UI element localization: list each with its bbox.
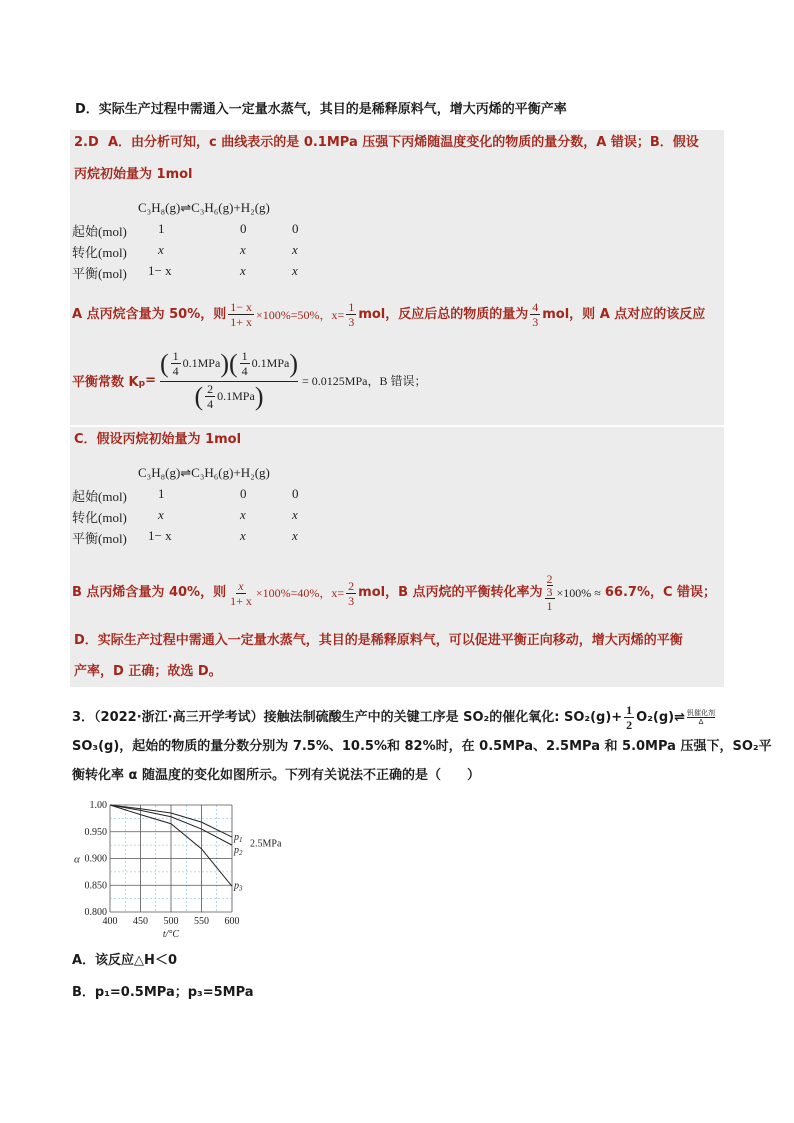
kp-denominator: ( $\frac{2}{4}$ 0.1MPa ) [194, 381, 264, 411]
a-point-mid: ×100%=50%，x= [256, 307, 345, 322]
cell: 0 [240, 221, 247, 236]
cell: 1 [158, 221, 165, 236]
kp-num-b: 0.1MPa [251, 356, 290, 370]
frac-num: 1 [172, 349, 179, 363]
a-point-text: A 点丙烷含量为 50%，则 [72, 306, 227, 322]
x-tick-label: 450 [133, 916, 148, 927]
answer-line-1: A．由分析可知，c 曲线表示的是 0.1MPa 压强下丙烯随温度变化的物质的量分数，A 错误；B．假设 [108, 135, 699, 150]
b-point-text: B 点丙烯含量为 40%，则 [72, 585, 227, 600]
x-axis-label: t/°C [162, 929, 180, 940]
chart-tick-labels [74, 800, 282, 940]
b-point-line [72, 573, 716, 613]
fraction [228, 300, 254, 329]
cell: x [158, 242, 164, 257]
cell: x [240, 263, 246, 278]
big-fraction [545, 573, 555, 613]
frac-den: 1+ x [230, 315, 253, 329]
kp-label: 平衡常数 K [72, 374, 139, 390]
frac-num: 1 [348, 300, 355, 314]
x-tick-label: 400 [102, 916, 118, 927]
cell: x [292, 528, 298, 543]
b-point-mid2: mol，B 点丙烷的平衡转化率为 [358, 585, 543, 600]
answer-number: 2.D [74, 135, 99, 150]
d-line-2: 产率，D 正确；故选 D。 [74, 664, 222, 679]
cell: x [240, 507, 246, 522]
cell: 0 [240, 486, 247, 501]
frac-den: 3 [546, 585, 553, 599]
frac-den: 1+ x [230, 593, 252, 608]
fraction [346, 579, 356, 608]
kp-numerator: ( $\frac{1}{4}$ 0.1MPa ) ( $\frac{1}{4}$ 0.1MPa ) [160, 349, 298, 382]
kp-eq: = [145, 372, 156, 388]
cell: 0 [292, 221, 299, 236]
option-a: A．该反应△H＜0 [72, 953, 177, 968]
kp-formula [72, 342, 426, 418]
cell: 1− x [148, 528, 172, 543]
q3-line-3: 衡转化率 α 随温度的变化如图所示。下列有关说法不正确的是（ ） [72, 768, 480, 783]
q3-line-2: SO₃(g)，起始的物质的量分数分别为 7.5%、10.5%和 82%时，在 0.5MPa、2.5MPa 和 5.0MPa 压强下，SO₂平 [72, 739, 772, 754]
x-tick-label: 600 [224, 916, 240, 927]
frac-num: 1− x [230, 300, 253, 314]
cell: x [292, 263, 298, 278]
q2-option-d: D．实际生产过程中需通入一定量水蒸气，其目的是稀释原料气，增大丙烯的平衡产率 [75, 102, 567, 117]
ice-table-2 [72, 465, 332, 549]
catalyst-arrow [687, 709, 715, 726]
a-point-line [72, 300, 705, 329]
frac-den: 4 [241, 364, 248, 378]
frac-num: 1 [626, 703, 633, 717]
frac-den: 3 [532, 315, 539, 329]
chart-grid [110, 805, 232, 912]
frac-den: 4 [172, 364, 179, 378]
c-line: C．假设丙烷初始量为 1mol [74, 432, 242, 447]
frac-den: 3 [348, 315, 355, 329]
cell: x [240, 528, 246, 543]
row-label: 转化(mol) [72, 510, 127, 525]
q3-text: 3．（2022·浙江·高三开学考试）接触法制硫酸生产中的关键工序是 SO₂的催化氧化: SO₂(g)+ [72, 709, 623, 725]
y-tick-label: 0.800 [84, 907, 107, 918]
heat-label: Δ [698, 718, 704, 726]
fraction [530, 300, 540, 329]
cell: x [292, 242, 298, 257]
row-label: 起始(mol) [72, 224, 127, 239]
frac-num: 1 [241, 349, 248, 363]
ice-table-1 [72, 200, 332, 284]
cell: x [158, 507, 164, 522]
kp-big-fraction [160, 349, 298, 412]
kp-result: = 0.0125MPa，B 错误； [302, 373, 427, 388]
catalyst-label: 钒催化剂 [686, 709, 715, 717]
row-label: 转化(mol) [72, 245, 127, 260]
answer-line-2: 丙烷初始量为 1mol [74, 167, 193, 182]
a-point-post: mol，则 A 点对应的该反应 [542, 306, 706, 322]
series-label: $p_1$ [234, 832, 243, 845]
pressure-annotation: 2.5MPa [250, 838, 282, 850]
q3-line-1 [72, 703, 715, 732]
b-point-post2: 66.7%，C 错误； [604, 585, 717, 600]
q3-text-post: O₂(g)⇌ [636, 709, 685, 725]
kp-den-val: 0.1MPa [217, 389, 255, 403]
reaction-equation: C₃H₈(g)⇌C₃H₆(g)+H₂(g) [138, 200, 270, 215]
cell: 1 [158, 486, 165, 501]
series-label: $p_2$ [234, 845, 243, 858]
fraction [228, 579, 254, 608]
frac-den: 3 [348, 593, 355, 608]
a-point-mid2: mol，反应后总的物质的量为 [358, 306, 529, 322]
x-tick-label: 500 [163, 916, 179, 927]
row-label: 平衡(mol) [72, 531, 127, 546]
frac-den: 4 [207, 397, 214, 411]
fraction [624, 703, 634, 732]
series-label: $p_3$ [234, 880, 243, 893]
y-axis-label: α [74, 853, 80, 866]
cell: 0 [292, 486, 299, 501]
kp-subscript: p [138, 379, 146, 389]
x-tick-label: 550 [194, 916, 209, 927]
frac-den: 1 [546, 599, 553, 613]
frac-num: x [238, 578, 244, 593]
d-line-1: D．实际生产过程中需通入一定量水蒸气，其目的是稀释原料气，可以促进平衡正向移动，增大丙烯的平衡 [74, 633, 683, 648]
b-point-post1: ×100% ≈ [556, 586, 601, 600]
fraction [346, 300, 356, 329]
frac-num: 4 [532, 300, 539, 314]
y-tick-label: 0.900 [84, 853, 107, 865]
frac-den: 2 [626, 718, 633, 732]
y-tick-label: 0.850 [84, 880, 107, 892]
kp-num-a: 0.1MPa [182, 356, 221, 370]
cell: 1− x [148, 263, 172, 278]
frac-num: 2 [546, 572, 553, 586]
y-tick-label: 1.00 [89, 800, 107, 811]
option-b: B．p₁=0.5MPa；p₃=5MPa [72, 985, 254, 1000]
cell: x [240, 242, 246, 257]
frac-num: 2 [207, 382, 214, 396]
cell: x [292, 507, 298, 522]
row-label: 平衡(mol) [72, 266, 127, 281]
conversion-chart [60, 795, 320, 945]
row-label: 起始(mol) [72, 489, 127, 504]
y-tick-label: 0.950 [84, 826, 107, 838]
reaction-equation: C₃H₈(g)⇌C₃H₆(g)+H₂(g) [138, 465, 270, 480]
b-point-mid: ×100%=40%，x= [255, 586, 345, 600]
frac-num: 2 [348, 578, 355, 593]
